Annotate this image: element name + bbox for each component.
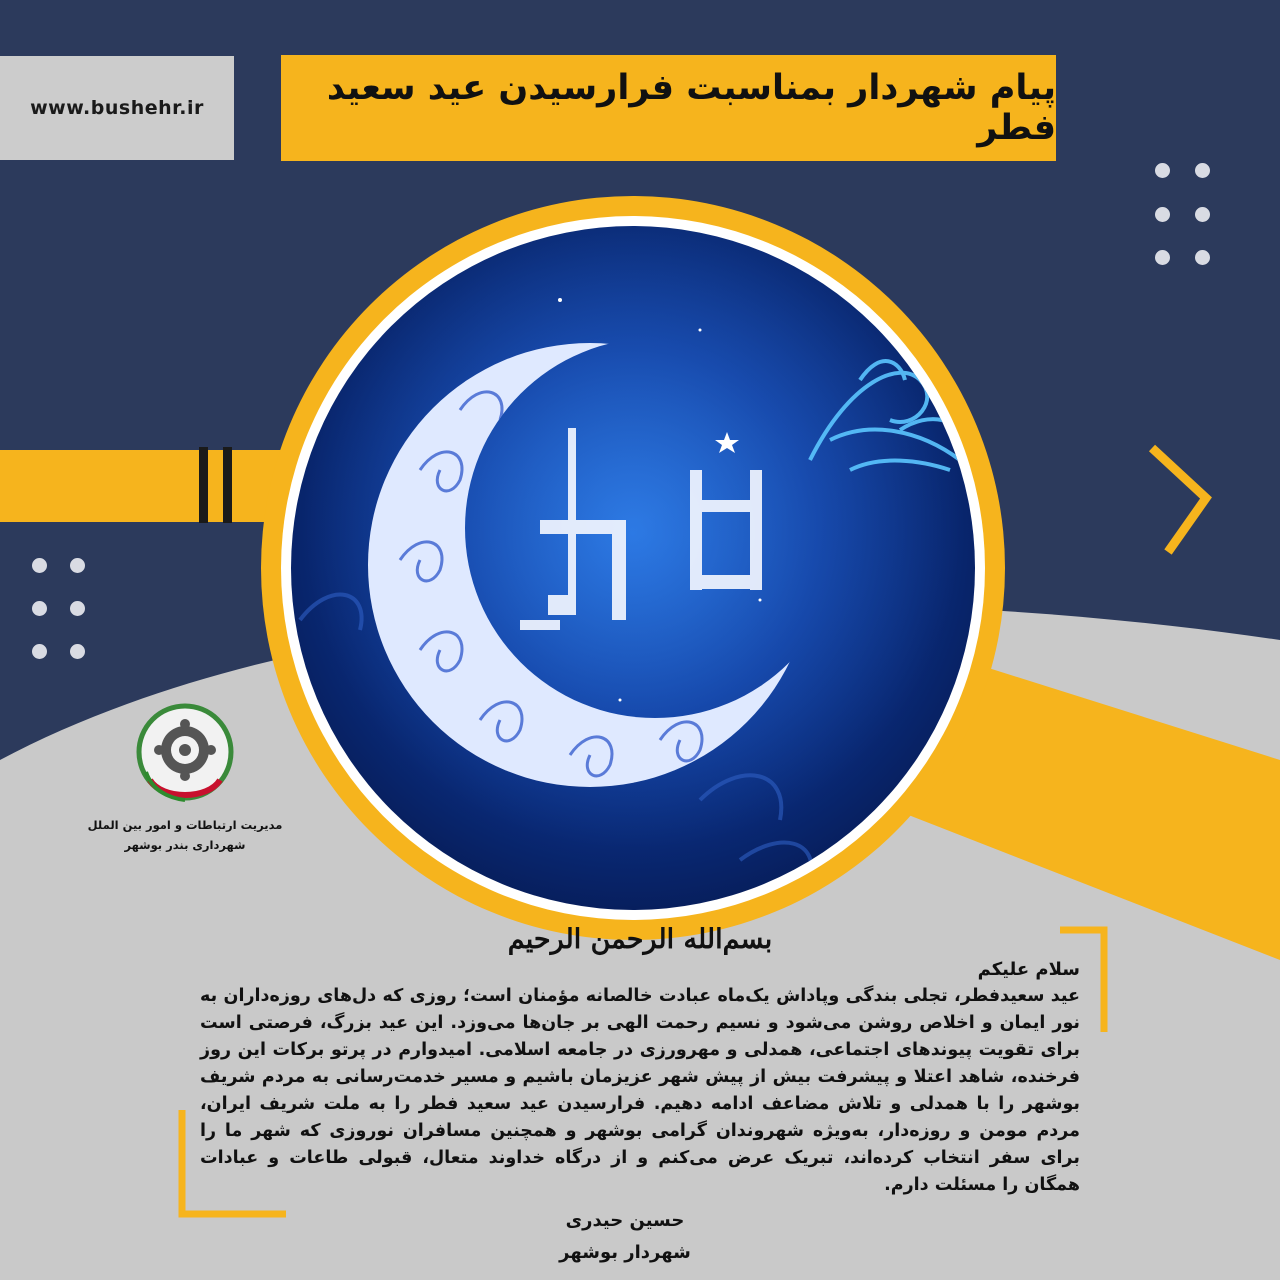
organization-name bbox=[80, 815, 290, 855]
signature-role: شهردار بوشهر bbox=[559, 1242, 691, 1263]
page-title: پیام شهردار بمناسبت فرارسیدن عید سعید فطر bbox=[326, 68, 1056, 148]
signature bbox=[480, 1205, 770, 1269]
handle-bars-decoration bbox=[195, 447, 245, 523]
website-url[interactable]: www.bushehr.ir bbox=[30, 97, 204, 119]
organization-line-2: شهرداری بندر بوشهر bbox=[124, 838, 246, 852]
message-body bbox=[200, 956, 1080, 1199]
title-banner bbox=[281, 55, 1056, 161]
dots-decoration-left bbox=[32, 558, 92, 663]
website-box bbox=[0, 56, 234, 160]
dots-decoration-top-right bbox=[1155, 163, 1215, 268]
signature-name: حسین حیدری bbox=[565, 1210, 685, 1231]
message-paragraph: عید سعیدفطر، تجلی بندگی وپاداش یک‌ماه عبادت خالصانه مؤمنان است؛ روزی که دل‌های روزه‌داران به نور ایمان و اخلاص روشن می‌شود و نسیم رحمت الهی بر جان‌ها می‌وزد. این عید بزرگ، فرصتی است برای تقویت پیوندهای اجتماعی، همدلی و مهرورزی در جامعه اسلامی. امیدوارم در پرتو برکات این روز فرخنده، شاهد اعتلا و پیشرفت بیش از پیش شهر عزیزمان باشیم و مسیر خدمت‌رسانی به مردم شریف بوشهر را با همدلی و تلاش مضاعف ادامه دهیم. فرارسیدن عید سعید فطر را به ملت شریف ایران، مردم مومن و روزه‌دار، به‌ویژه شهروندان گرامی بوشهر و همچنین مسافران نوروزی که شهر ما را برای سفر انتخاب کرده‌اند، تبریک عرض می‌کنم و از درگاه خداوند متعال، قبولی طاعات و عبادات همگان را مسئلت دارم. bbox=[200, 986, 1080, 1195]
greeting: سلام علیکم bbox=[977, 959, 1080, 980]
gold-band-left bbox=[0, 450, 300, 522]
organization-line-1: مدیریت ارتباطات و امور بین الملل bbox=[87, 818, 283, 832]
chevron-right-icon bbox=[1140, 440, 1220, 560]
municipality-logo bbox=[132, 702, 238, 808]
bismillah-heading: بسم‌الله الرحمن الرحیم bbox=[507, 924, 773, 955]
